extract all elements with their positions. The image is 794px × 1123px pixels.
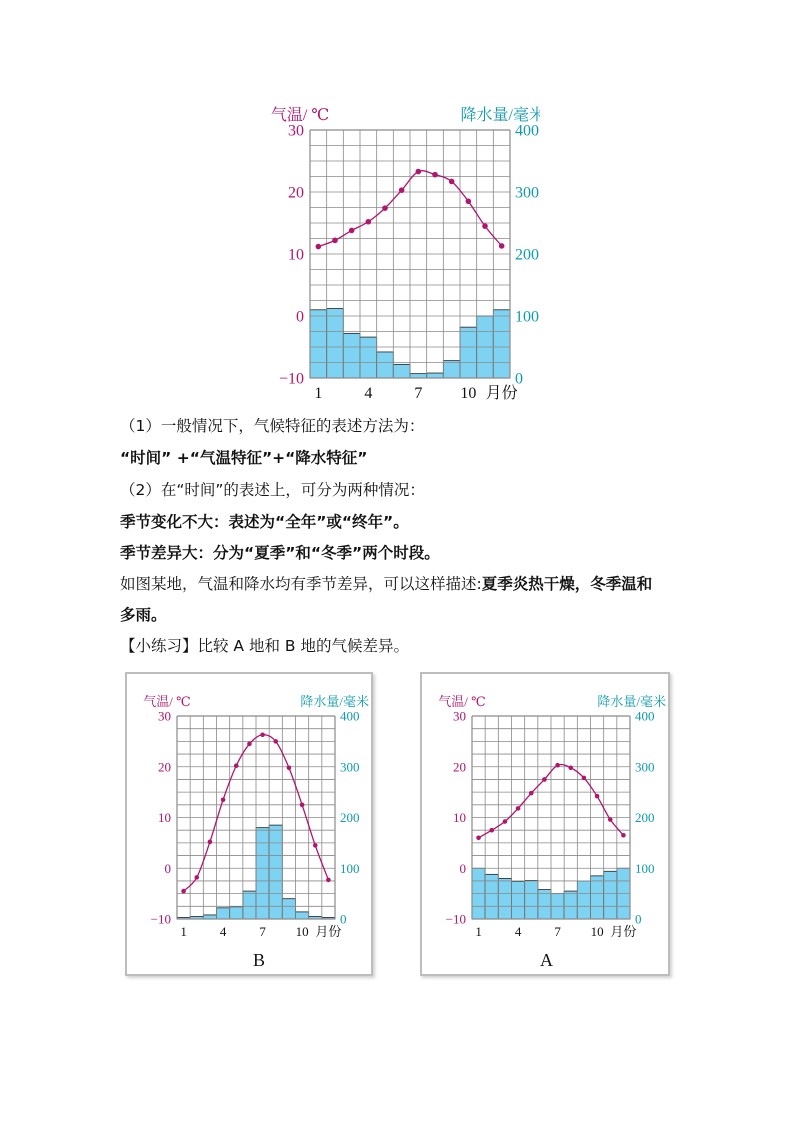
chart-b-x-tick-label: 4	[219, 924, 227, 939]
chart-a-x-tick-label: 1	[475, 924, 482, 939]
main-temperature-point	[399, 187, 405, 193]
main-temperature-point	[366, 219, 372, 225]
chart-b-precip-tick-label: 300	[340, 759, 360, 775]
chart-b-temperature-point	[300, 803, 305, 808]
chart-b-temp-tick-label: 10	[158, 810, 171, 826]
chart-b-precip-tick-label: 100	[340, 860, 360, 876]
chart-a-x-tick-label: 7	[554, 924, 561, 939]
text-line-2: “时间” +“气温特征”+“降水特征”	[120, 449, 368, 467]
main-precip-tick-label: 0	[515, 370, 523, 388]
main-x-tick-label: 10	[460, 385, 477, 402]
chart-b-temp-tick-label: −10	[150, 911, 171, 927]
main-precip-bar	[427, 373, 444, 378]
chart-a-temperature-point	[489, 828, 494, 833]
chart-a-precip-bar	[564, 891, 577, 919]
chart-b-temperature-point	[194, 875, 199, 880]
chart-b-temperature-point	[181, 889, 186, 894]
text-line-3: （2）在“时间”的表述上，可分为两种情况：	[120, 481, 425, 499]
main-temperature-point	[499, 243, 505, 249]
main-x-tick-label: 1	[314, 385, 323, 402]
text-line-4: 季节变化不大：表述为“全年”或“终年”。	[120, 513, 409, 531]
main-chart-svg	[250, 98, 540, 408]
chart-b-caption: B	[253, 950, 266, 970]
main-x-tick-label: 7	[414, 385, 423, 402]
chart-b-temperature-point	[208, 840, 213, 845]
chart-a-temp-tick-label: −10	[445, 911, 466, 927]
chart-a-precip-bar	[577, 881, 590, 919]
chart-b-precip-tick-label: 0	[340, 911, 347, 927]
chart-a-temperature-point	[542, 777, 547, 782]
chart-b-precip-bar	[203, 915, 216, 919]
chart-b-precip-tick-label: 200	[340, 810, 360, 826]
main-temperature-point	[466, 199, 472, 205]
main-temp-tick-label: 10	[288, 246, 304, 264]
main-precip-bar	[443, 361, 460, 378]
text-line-8: 【小练习】比较 A 地和 B 地的气候差异。	[120, 637, 409, 655]
text-line-7: 多雨。	[120, 606, 167, 624]
chart-a-temperature-point	[595, 794, 600, 799]
chart-a-temperature-point	[476, 836, 481, 841]
chart-a-x-tick-label: 4	[514, 924, 522, 939]
main-temp-tick-label: 30	[288, 122, 304, 140]
main-temperature-point	[416, 169, 422, 175]
chart-a-precip-tick-label: 400	[635, 708, 655, 724]
chart-a-precip-tick-label: 200	[635, 810, 655, 826]
main-climate-chart	[250, 98, 540, 408]
chart-a-precip-tick-label: 100	[635, 860, 655, 876]
chart-b-temperature-point	[247, 742, 252, 747]
chart-a-temperature-point	[529, 791, 534, 796]
chart-a-precip-bar	[512, 881, 525, 919]
text-line-5: 季节差异大：分为“夏季”和“冬季”两个时段。	[120, 544, 440, 562]
chart-a-temperature-point	[568, 765, 573, 770]
chart-a-precip-axis-title: 降水量/毫米	[597, 694, 666, 709]
main-temp-tick-label: 20	[288, 184, 304, 202]
chart-b-x-tick-label: 1	[180, 924, 187, 939]
chart-b-x-tick-label: 10	[295, 924, 309, 939]
chart-a-frame	[420, 672, 670, 976]
main-x-tick-label: 4	[364, 385, 373, 402]
main-temperature-point	[332, 238, 338, 244]
chart-a-temperature-point	[621, 833, 626, 838]
chart-b-svg	[127, 674, 371, 942]
main-temp-axis-title: 气温/ ℃	[270, 107, 330, 124]
chart-a-caption: A	[540, 950, 553, 970]
chart-b-precip-bar	[230, 907, 243, 919]
main-precip-bar	[393, 364, 410, 378]
chart-a-x-axis-unit: 月份	[610, 924, 637, 939]
chart-a-temperature-point	[608, 817, 613, 822]
chart-a-svg	[422, 674, 668, 942]
main-temperature-point	[316, 244, 322, 250]
chart-a-temp-tick-label: 30	[453, 708, 466, 724]
chart-b-temperature-point	[326, 878, 331, 883]
chart-b-precip-bar	[269, 825, 282, 919]
main-precip-axis-title: 降水量/毫米	[460, 107, 540, 124]
main-temp-tick-label: −10	[278, 370, 304, 388]
main-precip-bar	[410, 374, 427, 378]
chart-b-temp-axis-title: 气温/ ℃	[143, 694, 191, 709]
main-precip-bar	[310, 310, 327, 378]
main-precip-tick-label: 200	[515, 246, 539, 264]
main-precip-bar	[343, 333, 360, 378]
chart-b-temperature-point	[234, 763, 239, 768]
main-precip-bar	[460, 327, 477, 378]
chart-b-x-tick-label: 7	[259, 924, 266, 939]
chart-b-frame	[125, 672, 373, 976]
main-precip-bar	[360, 337, 377, 378]
main-precip-bar	[327, 309, 344, 378]
main-temperature-point	[382, 205, 388, 211]
main-temperature-point	[449, 179, 455, 185]
main-temp-tick-label: 0	[296, 308, 304, 326]
main-precip-tick-label: 300	[515, 184, 539, 202]
chart-a-temperature-point	[582, 776, 587, 781]
main-precip-bar	[377, 352, 394, 378]
chart-b-temp-tick-label: 30	[158, 708, 171, 724]
main-x-axis-unit: 月份	[485, 385, 518, 402]
chart-a-temperature-point	[516, 806, 521, 811]
chart-a-temperature-point	[503, 819, 508, 824]
chart-b-temperature-point	[287, 765, 292, 770]
main-precip-tick-label: 100	[515, 308, 539, 326]
text-line-6	[120, 572, 652, 594]
chart-a-temp-tick-label: 0	[459, 860, 466, 876]
chart-b-precip-bar	[243, 891, 256, 919]
chart-b-temp-tick-label: 0	[164, 860, 171, 876]
chart-a-precip-bar	[604, 871, 617, 919]
main-precip-tick-label: 400	[515, 122, 539, 140]
text-line-6-normal: 如图某地，气温和降水均有季节差异，可以这样描述:	[120, 575, 482, 593]
chart-a-precip-tick-label: 0	[635, 911, 642, 927]
chart-b-precip-bar	[296, 912, 309, 919]
chart-b-precip-bar	[217, 908, 230, 919]
main-temperature-point	[482, 223, 488, 229]
main-precip-bar	[493, 310, 510, 378]
chart-a-temp-axis-title: 气温/ ℃	[438, 694, 486, 709]
chart-a-precip-bar	[591, 876, 604, 919]
chart-b-temp-tick-label: 20	[158, 759, 171, 775]
main-temperature-point	[432, 172, 438, 178]
chart-a-temperature-point	[555, 763, 560, 768]
chart-a-precip-tick-label: 300	[635, 759, 655, 775]
chart-b-temperature-point	[313, 843, 318, 848]
chart-b-temperature-point	[273, 739, 278, 744]
main-temperature-point	[349, 228, 355, 234]
chart-b-temperature-point	[221, 797, 226, 802]
text-line-1: （1）一般情况下，气候特征的表述方法为：	[120, 417, 425, 435]
chart-a-precip-bar	[498, 878, 511, 919]
chart-b-precip-bar	[256, 828, 269, 919]
chart-a-precip-bar	[525, 880, 538, 919]
chart-b-precip-axis-title: 降水量/毫米	[300, 694, 369, 709]
chart-a-temp-tick-label: 20	[453, 759, 466, 775]
chart-b-temperature-point	[260, 732, 265, 737]
chart-a-temp-tick-label: 10	[453, 810, 466, 826]
text-line-6-bold: 夏季炎热干燥，冬季温和	[481, 575, 653, 593]
chart-a-x-tick-label: 10	[590, 924, 604, 939]
chart-b-precip-bar	[282, 899, 295, 919]
chart-b-precip-tick-label: 400	[340, 708, 360, 724]
chart-b-x-axis-unit: 月份	[315, 924, 342, 939]
